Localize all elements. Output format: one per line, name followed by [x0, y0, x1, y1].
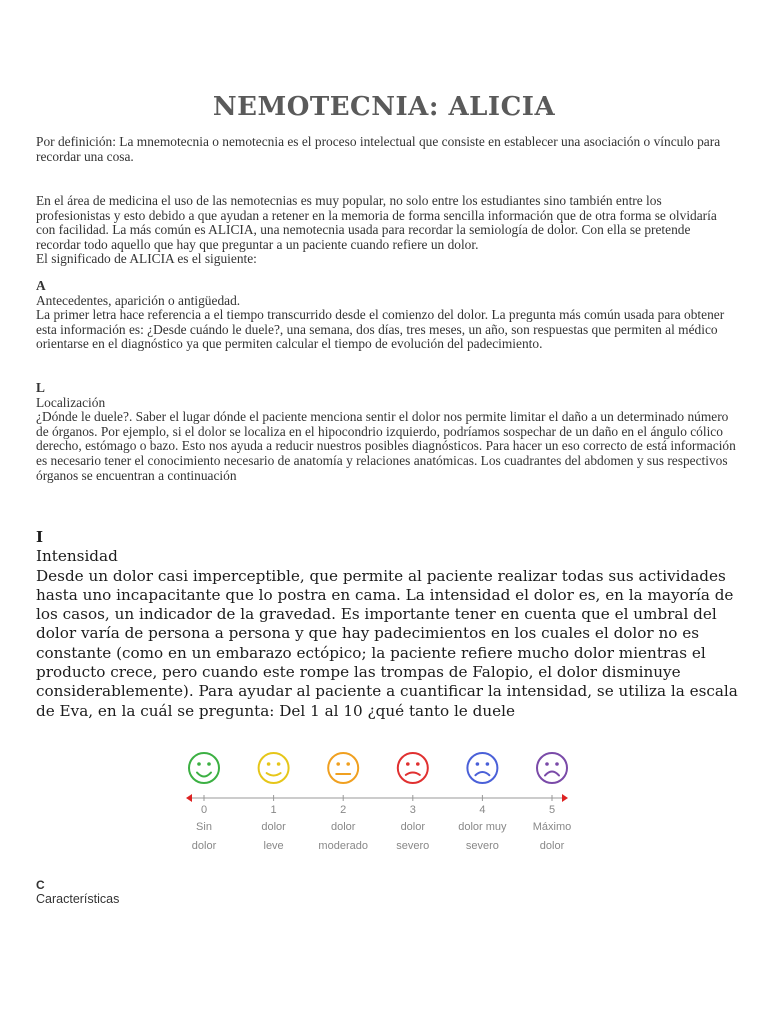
scale-level-label: dolor [191, 840, 217, 852]
face-icon-3 [398, 753, 428, 783]
face-icon-4 [467, 753, 497, 783]
definition-paragraph: Por definición: La mnemotecnia o nemotecnia es el proceso intelectual que consiste en establecer una asociación o vínculo para recordar una cosa. [36, 134, 721, 164]
face-eye [267, 762, 271, 766]
scale-level-number: 2 [340, 804, 347, 816]
scale-level-label: dolor [400, 821, 426, 833]
scale-level-label: leve [263, 840, 284, 852]
face-eye [476, 762, 480, 766]
intro-paragraph: En el área de medicina el uso de las nemotecnias es muy popular, no solo entre los estudiantes sino también entre los profesionistas y esto debido a que ayudan a retener en la memoria de forma sencilla información que de otra forma se olvidaría con facilidad. La más común es ALICIA, una nemotecnia usada para recordar la semiología de dolor. Con ella se pretende recordar todo aquello que hay que preguntar a un paciente cuando refiere un dolor. [36, 193, 717, 252]
scale-level-number: 4 [479, 804, 486, 816]
face-eye [545, 762, 549, 766]
scale-level-label: dolor muy [458, 821, 507, 833]
face-eye [486, 762, 490, 766]
section-i-heading: Intensidad [36, 547, 118, 566]
section-a-heading: Antecedentes, aparición o antigüedad. [36, 292, 241, 308]
face-eye [277, 762, 281, 766]
scale-level-label: dolor [261, 821, 286, 833]
scale-level-number: 3 [409, 804, 416, 816]
section-i-letter: I [36, 528, 44, 546]
face-eye [336, 762, 340, 766]
face-icon-0 [189, 753, 219, 783]
face-eye [555, 762, 559, 766]
scale-level-label: Máximo [532, 821, 572, 833]
scale-level-number: 5 [548, 804, 556, 816]
section-c-heading: Características [36, 892, 120, 906]
page-title: NEMOTECNIA: ALICIA [212, 92, 556, 122]
face-eye [416, 762, 420, 766]
section-i-body: Desde un dolor casi imperceptible, que permite al paciente realizar todas sus actividades hasta uno incapacitante que lo postra en cama. La intensidad el dolor es, en la mayoría de los casos, un indicador de la gravedad. Es importante tener en cuenta que el umbral del dolor varía de persona a persona y que hay padecimientos en los cuales el dolor no es constante (como en un embarazo ectópico; la paciente refiere mucho dolor mientras el producto crece, pero cuando este rompe las trompas de Falopio, el dolor disminuye considerablemente). Para ayudar al paciente a cuantificar la intensidad, se utiliza la escala de Eva, en la cuál se pregunta: Del 1 al 10 ¿qué tanto le duele [36, 566, 738, 720]
face-eye [197, 762, 201, 766]
face-icon-1 [259, 753, 289, 783]
section-i [36, 528, 738, 721]
section-l-letter: L [36, 380, 45, 395]
right-arrow-icon [562, 794, 568, 802]
section-a-body: La primer letra hace referencia a el tiempo transcurrido desde el comienzo del dolor. La pregunta más común usada para obtener esta información es: ¿Desde cuándo le duele?, una semana, dos días, tres meses, un año, son respuestas que permiten al médico orientarse en el diagnóstico ya que permiten calcular el tiempo de evolución del padecimiento. [36, 307, 725, 352]
scale-level-label: dolor [539, 840, 565, 852]
section-l-heading: Localización [36, 394, 106, 410]
section-a-letter: A [36, 278, 46, 293]
section-l [36, 381, 738, 483]
scale-level-number: 1 [270, 804, 277, 816]
section-c-letter: C [36, 878, 45, 892]
section-l-body: ¿Dónde le duele?. Saber el lugar dónde el paciente menciona sentir el dolor nos permite limitar el daño a un determinado número de órganos. Por ejemplo, si el dolor se localiza en el hipocondrio izquierdo, podríamos sospechar de un daño en el ángulo cólico derecho, estómago o bazo. Esto nos ayuda a reducir nuestros posibles diagnósticos. Para hacer un eso correcto de está información es necesario tener el conocimiento necesario de anatomía y relaciones anatómicas. Los cuadrantes del abdomen y sus respectivos órganos se encuentran a continuación [36, 409, 736, 483]
face-eye [346, 762, 350, 766]
scale-level-label: Sin [196, 821, 212, 833]
scale-level-label: severo [396, 840, 430, 852]
pain-scale-figure [0, 742, 768, 864]
face-icon-5 [537, 753, 567, 783]
scale-level-number: 0 [200, 804, 208, 816]
section-c [36, 878, 738, 906]
section-a [36, 279, 738, 352]
intro-section [36, 194, 738, 267]
scale-level-label: dolor [330, 821, 356, 833]
face-icon-2 [328, 753, 358, 783]
left-arrow-icon [186, 794, 192, 802]
scale-level-label: severo [465, 840, 499, 852]
face-eye [207, 762, 211, 766]
face-eye [406, 762, 410, 766]
meaning-line: El significado de ALICIA es el siguiente: [36, 251, 257, 267]
scale-level-label: moderado [318, 840, 368, 852]
